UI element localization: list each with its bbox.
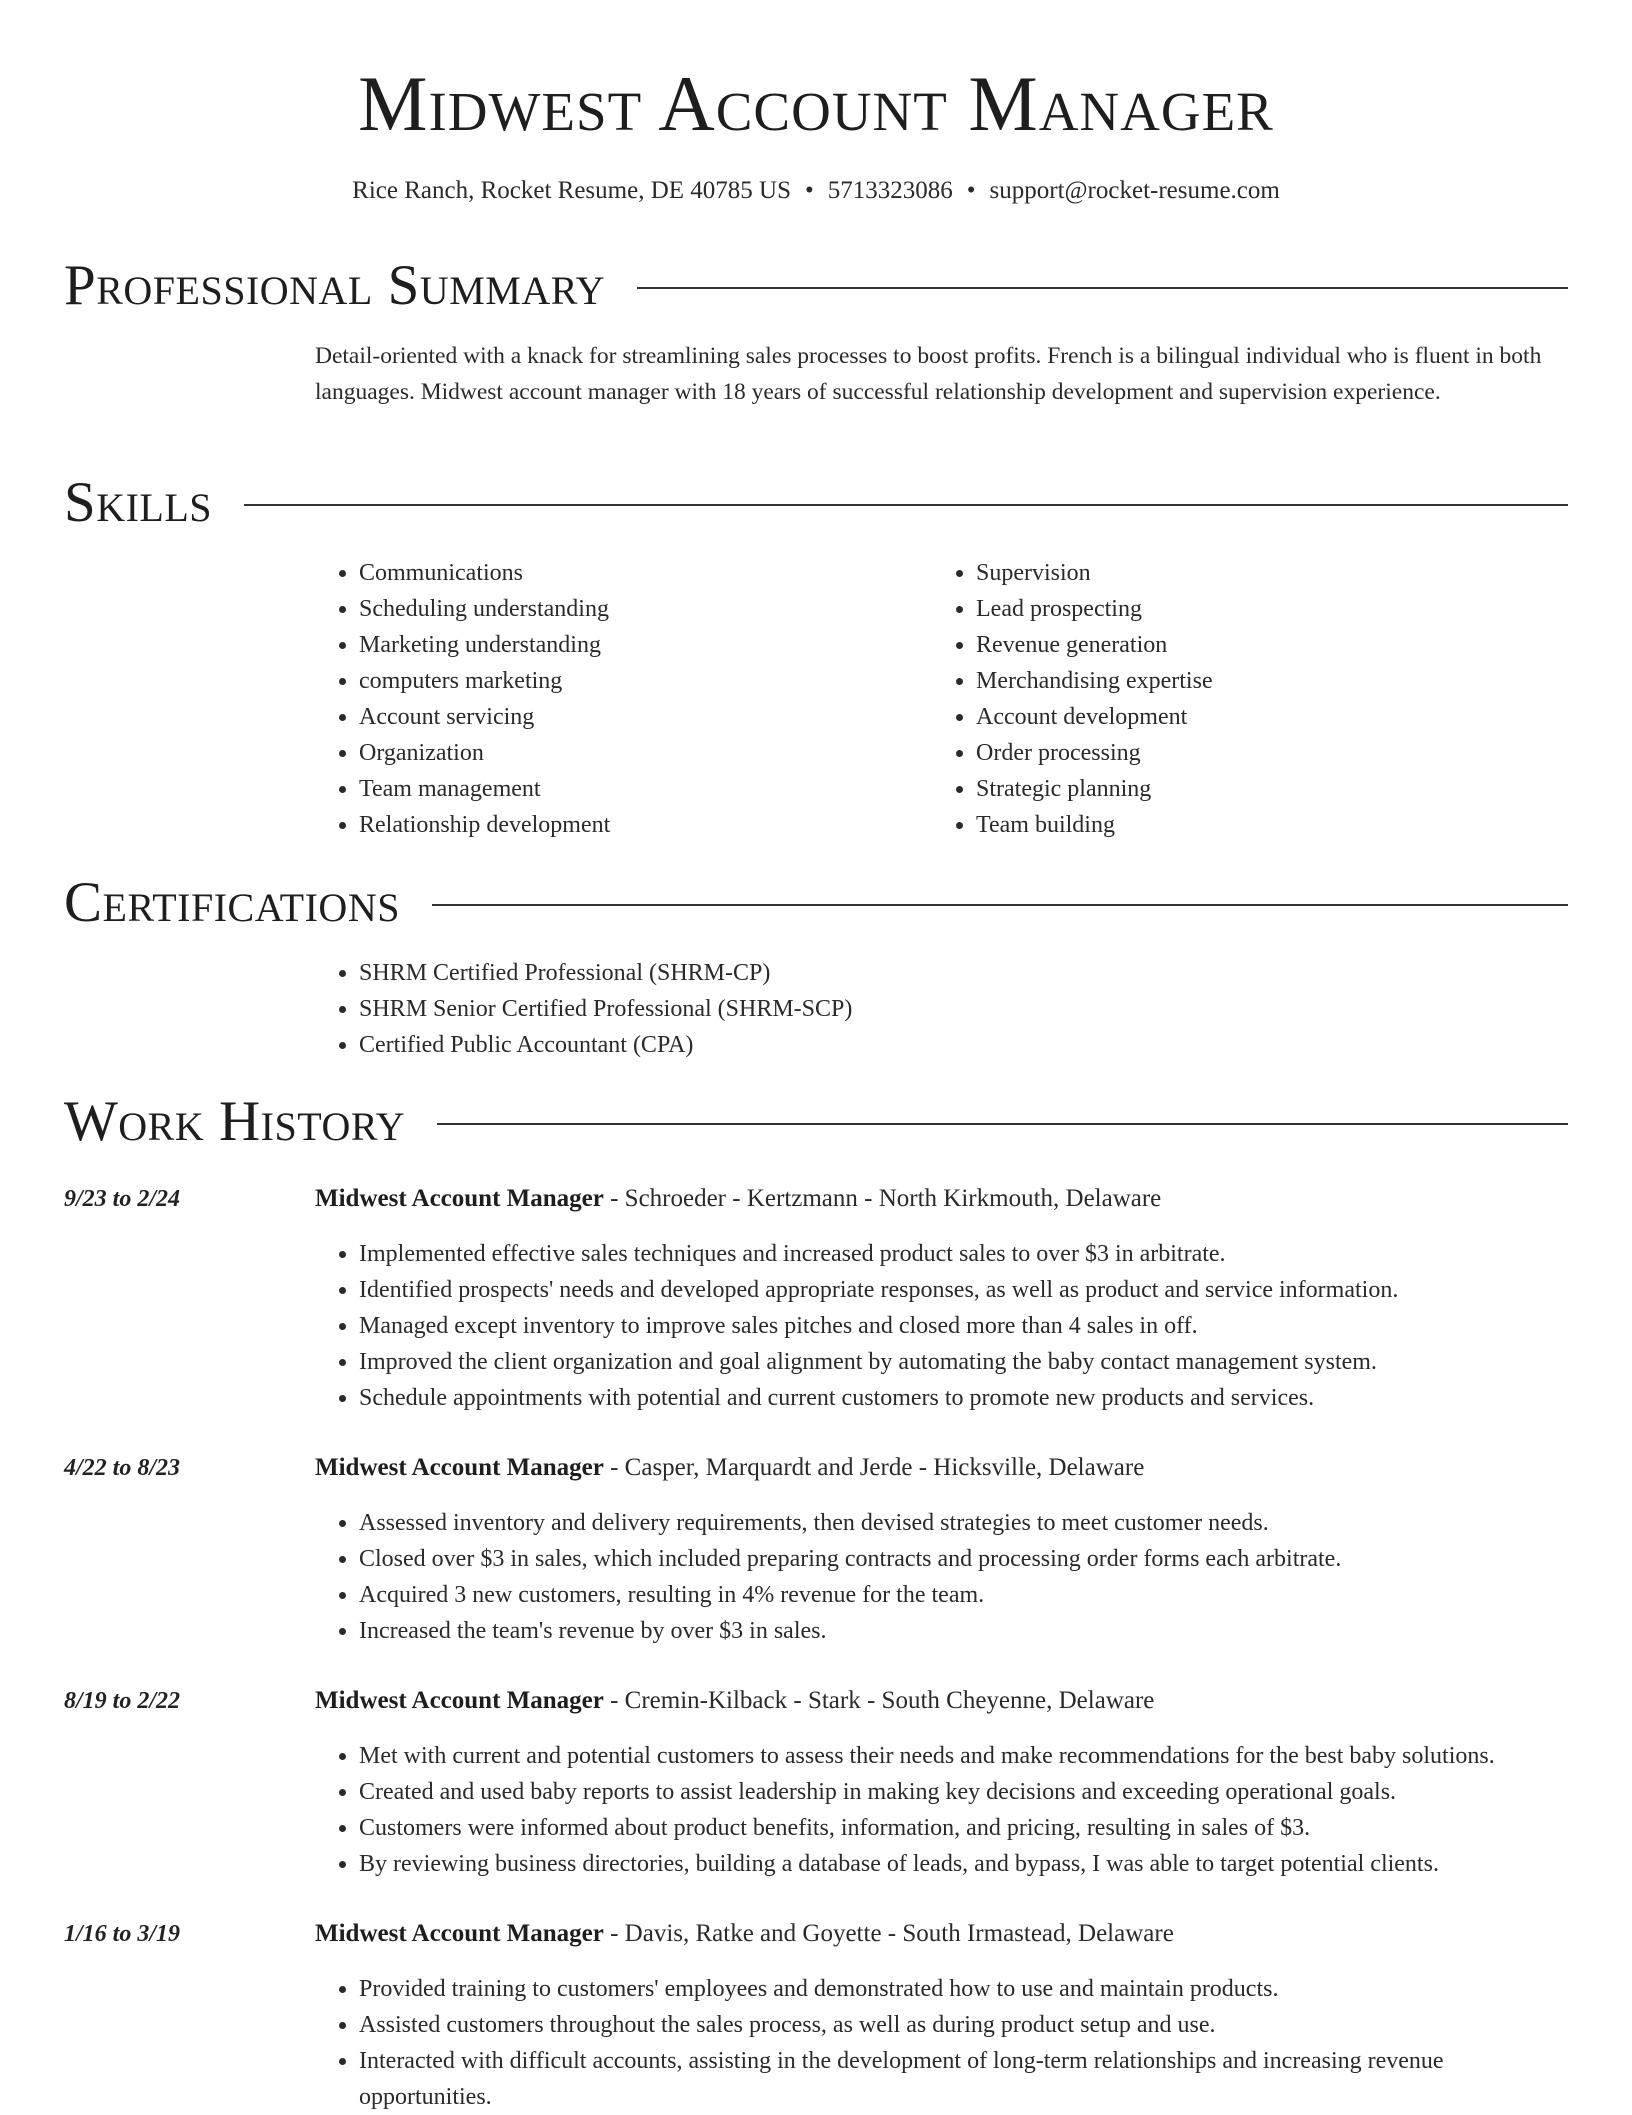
duty-item: • Identified prospects' needs and developed appropriate responses, as well as product and service information. bbox=[359, 1272, 1568, 1308]
section-divider bbox=[244, 504, 1568, 506]
duty-item: • By reviewing business directories, building a database of leads, and bypass, I was able to target potential clients. bbox=[359, 1846, 1568, 1882]
job-employer: - Schroeder - Kertzmann - North Kirkmouth, Delaware bbox=[603, 1185, 1162, 1212]
contact-phone: 5713323086 bbox=[827, 177, 953, 204]
skill-item: • Supervision bbox=[976, 555, 1532, 591]
job-duties bbox=[315, 1236, 1568, 1416]
skill-item: • computers marketing bbox=[359, 663, 875, 699]
section-divider bbox=[637, 287, 1568, 289]
job-heading bbox=[315, 1916, 1568, 1952]
contact-line bbox=[0, 174, 1632, 208]
skill-item: • Team management bbox=[359, 771, 875, 807]
summary-text: Detail-oriented with a knack for streamlining sales processes to boost profits. French is a bilingual individual who is fluent in both languages. Midwest account manager with 18 years of successful relationship development and supervision experience. bbox=[315, 343, 1542, 405]
summary-title: Professional Summary bbox=[64, 254, 606, 317]
section-divider bbox=[437, 1123, 1568, 1125]
skill-item: • Account servicing bbox=[359, 699, 875, 735]
contact-separator: • bbox=[805, 177, 814, 204]
skill-item: • Scheduling understanding bbox=[359, 591, 875, 627]
skill-item: • Communications bbox=[359, 555, 875, 591]
job-duties-list bbox=[315, 1505, 1568, 1649]
skill-item: • Relationship development bbox=[359, 807, 875, 843]
skills-column-left bbox=[315, 555, 875, 843]
work-history-title: Work History bbox=[64, 1090, 406, 1153]
job-duties-list bbox=[315, 1236, 1568, 1416]
job-title: Midwest Account Manager bbox=[315, 1687, 604, 1714]
job-employer: - Cremin-Kilback - Stark - South Cheyenne, Delaware bbox=[603, 1687, 1155, 1714]
certifications-section-heading bbox=[64, 868, 1568, 938]
duty-item: • Assisted customers throughout the sales process, as well as during product setup and use. bbox=[359, 2007, 1568, 2043]
job-title: Midwest Account Manager bbox=[315, 1454, 604, 1481]
certification-item: • SHRM Senior Certified Professional (SHRM-SCP) bbox=[359, 991, 1515, 1027]
skill-item: • Merchandising expertise bbox=[976, 663, 1532, 699]
skill-item: • Organization bbox=[359, 735, 875, 771]
duty-item: • Customers were informed about product benefits, information, and pricing, resulting in sales of $3. bbox=[359, 1810, 1568, 1846]
duty-item: • Acquired 3 new customers, resulting in 4% revenue for the team. bbox=[359, 1577, 1568, 1613]
duty-item: • Closed over $3 in sales, which included preparing contracts and processing order forms each arbitrate. bbox=[359, 1541, 1568, 1577]
contact-email: support@rocket-resume.com bbox=[989, 177, 1280, 204]
job-dates: 1/16 to 3/19 bbox=[64, 1921, 181, 1947]
duty-item: • Created and used baby reports to assist leadership in making key decisions and exceeding operational goals. bbox=[359, 1774, 1568, 1810]
job-duties bbox=[315, 1971, 1568, 2115]
job-heading bbox=[315, 1683, 1568, 1719]
certification-item: • SHRM Certified Professional (SHRM-CP) bbox=[359, 955, 1515, 991]
duty-item: • Managed except inventory to improve sales pitches and closed more than 4 sales in off. bbox=[359, 1308, 1568, 1344]
skill-item: • Revenue generation bbox=[976, 627, 1532, 663]
job-employer: - Davis, Ratke and Goyette - South Irmastead, Delaware bbox=[603, 1920, 1174, 1947]
duty-item: • Interacted with difficult accounts, assisting in the development of long-term relationships and increasing revenue opportunities. bbox=[359, 2043, 1568, 2115]
certification-item: • Certified Public Accountant (CPA) bbox=[359, 1027, 1515, 1063]
certifications-list bbox=[315, 955, 1515, 1063]
skills-list-left bbox=[315, 555, 875, 843]
job-duties bbox=[315, 1738, 1568, 1882]
job-employer: - Casper, Marquardt and Jerde - Hicksville, Delaware bbox=[603, 1454, 1145, 1481]
duty-item: • Increased the team's revenue by over $3 in sales. bbox=[359, 1613, 1568, 1649]
skills-section-heading bbox=[64, 468, 1568, 538]
job-heading bbox=[315, 1181, 1568, 1217]
certifications-title: Certifications bbox=[64, 871, 400, 934]
job-title: Midwest Account Manager bbox=[315, 1920, 604, 1947]
section-divider bbox=[432, 904, 1568, 906]
duty-item: • Assessed inventory and delivery requirements, then devised strategies to meet customer needs. bbox=[359, 1505, 1568, 1541]
skill-item: • Order processing bbox=[976, 735, 1532, 771]
skill-item: • Team building bbox=[976, 807, 1532, 843]
work-history-section-heading bbox=[64, 1087, 1568, 1157]
contact-separator: • bbox=[966, 177, 976, 204]
duty-item: • Improved the client organization and goal alignment by automating the baby contact management system. bbox=[359, 1344, 1568, 1380]
job-duties bbox=[315, 1505, 1568, 1649]
candidate-name: Midwest Account Manager bbox=[358, 60, 1274, 147]
job-heading bbox=[315, 1450, 1568, 1486]
skills-column-right bbox=[932, 555, 1532, 843]
job-duties-list bbox=[315, 1971, 1568, 2115]
skill-item: • Strategic planning bbox=[976, 771, 1532, 807]
job-dates: 4/22 to 8/23 bbox=[64, 1455, 181, 1481]
job-dates: 8/19 to 2/22 bbox=[64, 1688, 181, 1714]
job-dates: 9/23 to 2/24 bbox=[64, 1186, 181, 1212]
summary-section-heading bbox=[64, 251, 1568, 321]
skill-item: • Account development bbox=[976, 699, 1532, 735]
job-duties-list bbox=[315, 1738, 1568, 1882]
skills-list-right bbox=[932, 555, 1532, 843]
duty-item: • Provided training to customers' employees and demonstrated how to use and maintain products. bbox=[359, 1971, 1568, 2007]
contact-address: Rice Ranch, Rocket Resume, DE 40785 US bbox=[352, 177, 791, 204]
job-title: Midwest Account Manager bbox=[315, 1185, 604, 1212]
duty-item: • Met with current and potential customers to assess their needs and make recommendations for the best baby solutions. bbox=[359, 1738, 1568, 1774]
duty-item: • Implemented effective sales techniques and increased product sales to over $3 in arbitrate. bbox=[359, 1236, 1568, 1272]
duty-item: • Schedule appointments with potential and current customers to promote new products and services. bbox=[359, 1380, 1568, 1416]
skills-title: Skills bbox=[64, 471, 213, 534]
skill-item: • Lead prospecting bbox=[976, 591, 1532, 627]
skill-item: • Marketing understanding bbox=[359, 627, 875, 663]
certifications-block bbox=[315, 955, 1515, 1063]
